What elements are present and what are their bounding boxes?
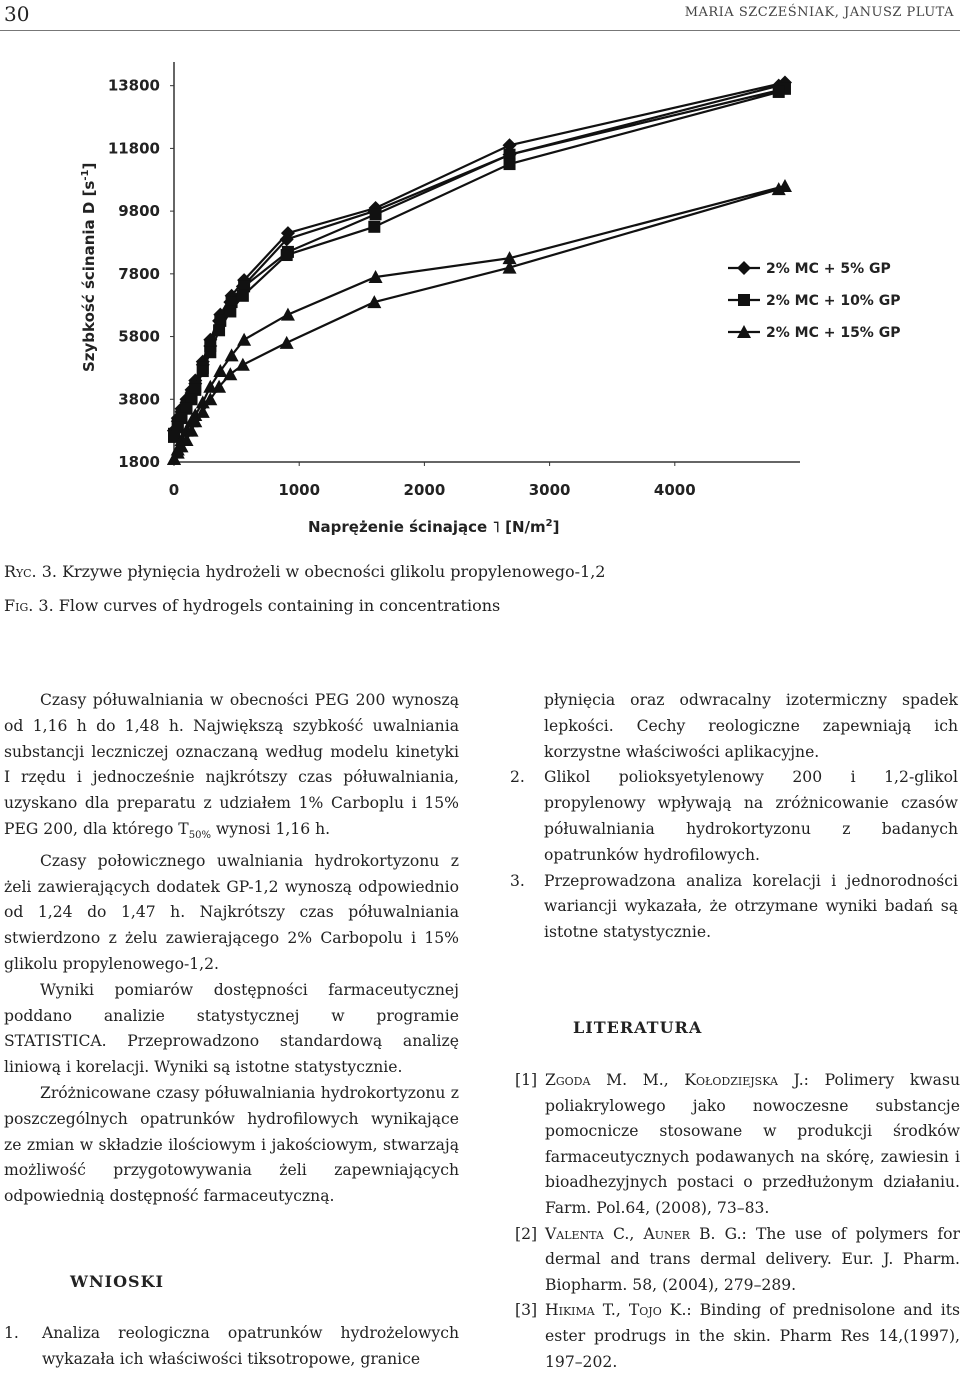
series-2-point (237, 290, 249, 302)
series-line-1 (174, 83, 785, 431)
wnioski-item-1-text: Analiza reologiczna opatrunków hydrożelowych wykazała ich właściwości tiksotropowe, granice (42, 1324, 459, 1368)
reference-1-authors: Zgoda M. M., Kołodziejska J. (545, 1071, 804, 1089)
reference-3-authors: Hikima T., Tojo K. (545, 1301, 687, 1320)
y-axis-label-main: Szybkość ścinania D [s (80, 180, 98, 372)
literatura-heading: LITERATURA (573, 1018, 703, 1037)
reference-1-text: : Polimery kwasu poliakrylowego jako nowoczesne substancje pomocnicze stosowane w produkcji środków farmaceutycznych podawanych na skórę, zawiesin i bioadhezyjnych postaci o przedłużonym działaniu. Farm. Pol.64, (2008), 73–83. (545, 1071, 960, 1217)
wnioski-item-2 (510, 765, 958, 868)
x-tick-label: 3000 (528, 481, 571, 499)
y-axis-label-sup: -1 (80, 169, 91, 181)
legend-label-3: 2% MC + 15% GP (766, 325, 901, 341)
paragraph-1-b: wynosi 1,16 h. (210, 819, 331, 838)
series-2-point (197, 365, 209, 377)
reference-list (515, 1068, 960, 1375)
figure-caption-en (4, 596, 500, 615)
y-tick-label: 11800 (107, 139, 160, 158)
left-column (4, 688, 459, 1210)
paragraph-4: Zróżnicowane czasy półuwalniania hydrokortyzonu z poszczególnych opatrunków hydrofilowych wynikające ze zmian w składzie ilościowym i jakościowym, stwarzają możliwość przygotowywania żeli zapewniających odpowiednią dostępność farmaceutyczną. (4, 1084, 459, 1206)
reference-1-number: [1] (515, 1071, 538, 1089)
x-axis-label (308, 518, 559, 536)
chart-plot-area (167, 76, 792, 465)
x-tick-label: 0 (168, 481, 180, 499)
page-header (0, 0, 960, 28)
legend-label-1: 2% MC + 5% GP (766, 261, 891, 277)
y-tick-label: 1800 (118, 453, 160, 471)
y-tick-label: 13800 (107, 76, 160, 95)
y-tick-label: 3800 (118, 390, 160, 409)
y-tick-label: 5800 (118, 327, 160, 346)
paragraph-3: Wyniki pomiarów dostępności farmaceutycznej poddano analizie statystycznej w programie STATISTICA. Przeprowadzono standardową analizę liniową i korelacji. Wyniki są istotne statystycznie. (4, 980, 459, 1077)
legend-marker-2 (738, 294, 750, 306)
series-2-point (368, 221, 380, 233)
series-2-point (224, 305, 236, 317)
chart-axes (108, 62, 800, 499)
reference-3-text: : Binding of prednisolone and its ester prodrugs in the skin. Pharm Res 14,(1997), 197–202. (545, 1301, 960, 1371)
wnioski-item-2-number: 2. (510, 768, 525, 787)
x-tick-label: 4000 (653, 481, 696, 499)
y-tick-label: 9800 (118, 202, 160, 221)
reference-1 (515, 1068, 960, 1222)
chart-legend (728, 261, 900, 341)
reference-3 (515, 1298, 960, 1375)
series-line-3 (174, 186, 785, 459)
series-3-point (281, 308, 295, 321)
wnioski-list-continued (510, 765, 958, 946)
y-axis-label (80, 163, 98, 372)
series-2-point (204, 346, 216, 358)
wnioski-item-1-number: 1. (4, 1324, 19, 1342)
flow-curves-chart (60, 52, 920, 552)
reference-3-number: [3] (515, 1301, 538, 1320)
reference-2-authors: Valenta C., Auner B. G. (545, 1224, 742, 1243)
legend-label-2: 2% MC + 10% GP (766, 293, 901, 309)
running-title: MARIA SZCZEŚNIAK, JANUSZ PLUTA (684, 5, 954, 20)
wnioski-item-3-number: 3. (510, 871, 525, 890)
t50-subscript: 50% (188, 830, 211, 842)
series-3-point (280, 336, 294, 349)
caption-en-prefix: Fig. 3. (4, 596, 54, 615)
x-axis-label-main: Naprężenie ścinające ˥ [N/m (308, 518, 546, 536)
series-2-point (504, 158, 516, 170)
wnioski-list (4, 1321, 459, 1373)
series-3-point (237, 333, 251, 346)
wnioski-item-2-text: Glikol polioksyetylenowy 200 i 1,2-glikol propylenowy wpływają na zróżnicowanie czasów półuwalniania hydrokortyzonu z badanych opatrunków hydrofilowych. (544, 768, 958, 864)
series-2-point (213, 324, 225, 336)
series-2-point (370, 208, 382, 220)
caption-en-text: Flow curves of hydrogels containing in concentrations (53, 596, 501, 615)
x-tick-label: 1000 (278, 481, 321, 499)
reference-2 (515, 1222, 960, 1299)
caption-pl-prefix: Ryc. 3. (4, 562, 57, 581)
figure-caption-pl (4, 562, 605, 581)
y-tick-label: 7800 (118, 264, 160, 283)
wnioski-item-3-text: Przeprowadzona analiza korelacji i jednorodności wariancji wykazała, że otrzymane wyniki badań są istotne statystycznie. (544, 871, 958, 942)
y-axis-label-end: ] (80, 162, 98, 170)
series-2-point (773, 86, 785, 98)
legend-marker-1 (737, 261, 751, 275)
x-tick-label: 2000 (403, 481, 446, 499)
paragraph-2: Czasy połowicznego uwalniania hydrokortyzonu z żeli zawierających dodatek GP-1,2 wynoszą odpowiednio od 1,24 do 1,47 h. Najkrótszy czas półuwalniania stwierdzono z żelu zawierającego 2% Carbopolu i 15% glikolu propylenowego-1,2. (4, 851, 459, 974)
x-axis-label-end: ] (552, 518, 560, 536)
wnioski-item-1 (4, 1321, 459, 1373)
reference-2-text: : The use of polymers for dermal and trans dermal delivery. Eur. J. Pharm. Biopharm. 58, (2004), 279–289. (545, 1224, 960, 1294)
right-column (510, 688, 958, 946)
wnioski-item-3 (510, 869, 958, 946)
x-axis-label-sup: 2 (545, 518, 553, 529)
paragraph-1 (4, 688, 459, 849)
series-2-point (281, 249, 293, 261)
wnioski-heading: WNIOSKI (70, 1272, 164, 1291)
wnioski-item-1-continued: płynięcia oraz odwracalny izotermiczny spadek lepkości. Cechy reologiczne zapewniają ich korzystne właściwości aplikacyjne. (544, 691, 958, 761)
caption-pl-text: Krzywe płynięcia hydrożeli w obecności glikolu propylenowego-1,2 (56, 562, 606, 581)
page-number: 30 (4, 2, 30, 26)
header-rule (0, 30, 960, 31)
reference-2-number: [2] (515, 1224, 538, 1243)
series-3-point (236, 358, 250, 371)
paragraph-1-a: Czasy półuwalniania w obecności PEG 200 wynoszą od 1,16 h do 1,48 h. Największą szybkość uwalniania substancji leczniczej oznaczaną według modelu kinetyki I rzędu i jednocześnie najkrótszy czas półuwalniania, uzyskano dla preparatu z udziałem 1% Carboplu i 15% PEG 200, dla którego T (4, 691, 459, 838)
